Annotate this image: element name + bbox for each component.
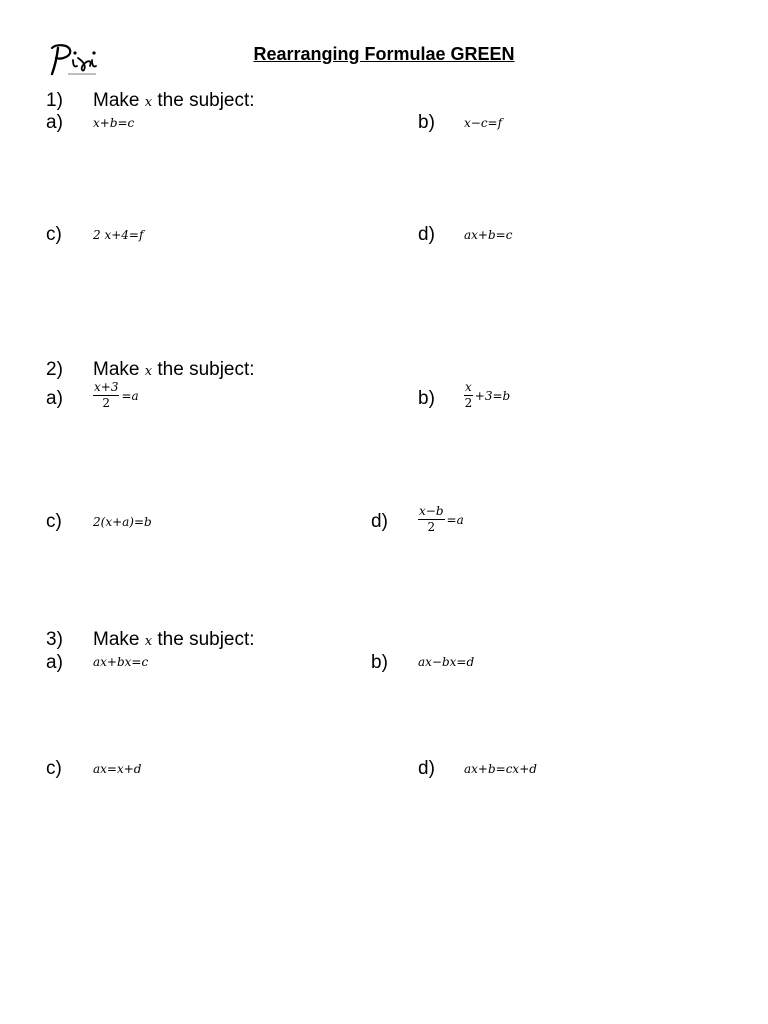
question-3d-label: d) [418,758,435,779]
numerator: x [465,380,472,394]
question-2c-label: c) [46,511,62,532]
prompt-variable: x [144,95,153,110]
prompt-make: Make [93,90,140,111]
question-3-prompt [93,629,255,653]
equation-rest: =a [121,388,139,403]
denominator: 2 [464,396,473,410]
prompt-make: Make [93,629,140,650]
equation-rest: =a [446,512,464,527]
question-2d-label: d) [371,511,388,532]
question-1a-label: a) [46,112,63,133]
question-1-prompt [93,90,255,114]
question-1b-equation: x−c=f [464,116,503,130]
page-title: Rearranging Formulae GREEN [253,44,515,64]
prompt-make: Make [93,359,140,380]
question-1c-equation: 2 x+4=f [93,228,144,242]
numerator: x−b [419,504,444,518]
question-1a-equation: x+b=c [93,116,135,130]
question-3d-equation: ax+b=cx+d [464,762,537,776]
question-2-number: 2) [46,359,63,380]
question-3c-equation: ax=x+d [93,762,142,776]
question-3a-equation: ax+bx=c [93,655,149,669]
equation-rest: +3=b [474,388,511,403]
denominator: 2 [102,396,111,410]
denominator: 2 [427,520,436,534]
prompt-variable: x [144,634,153,649]
question-3b-label: b) [371,652,388,673]
question-1b-label: b) [418,112,435,133]
prompt-rest: the subject: [157,359,255,380]
question-2c-equation: 2(x+a)=b [93,515,152,529]
question-1-number: 1) [46,90,63,111]
question-3a-label: a) [46,652,63,673]
fraction [464,381,473,410]
question-3c-label: c) [46,758,62,779]
question-1d-label: d) [418,224,435,245]
fraction [418,505,445,534]
prompt-variable: x [144,364,153,379]
question-2a-equation [93,381,139,410]
fraction [93,381,119,410]
question-3b-equation: ax−bx=d [418,655,475,669]
question-1d-equation: ax+b=c [464,228,513,242]
numerator: x+3 [94,380,119,394]
question-2b-equation [464,381,510,410]
prompt-rest: the subject: [157,629,255,650]
question-2d-equation [418,505,464,534]
question-1c-label: c) [46,224,62,245]
prompt-rest: the subject: [157,90,255,111]
question-3-number: 3) [46,629,63,650]
question-2a-label: a) [46,388,63,409]
question-2b-label: b) [418,388,435,409]
